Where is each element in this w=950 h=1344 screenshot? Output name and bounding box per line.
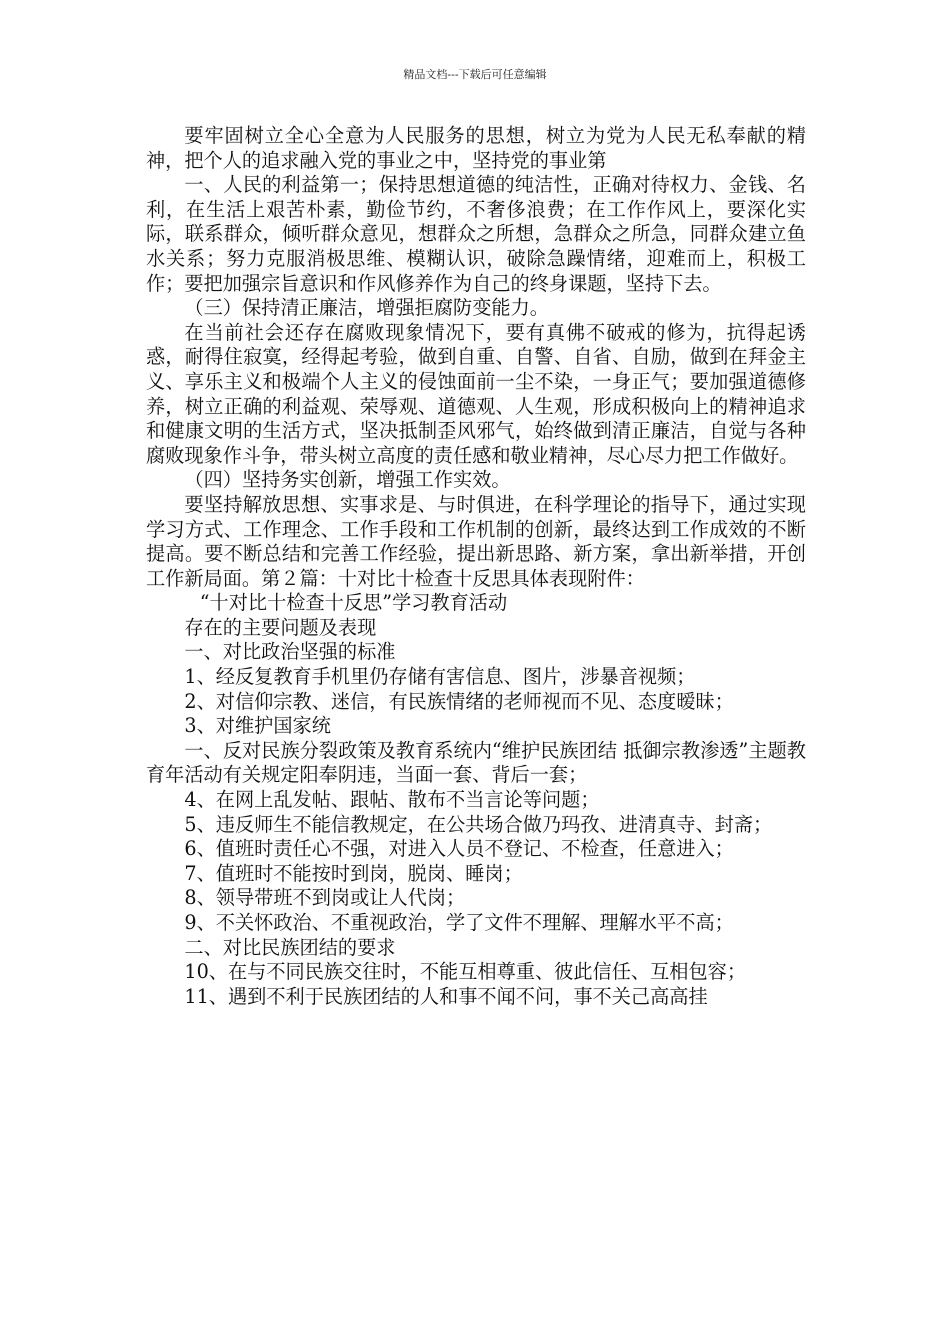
- section-heading: 二、对比民族团结的要求: [184, 935, 396, 959]
- list-item: 7、值班时不能按时到岗，脱岗、睡岗；: [184, 861, 523, 885]
- list-item: 2、对信仰宗教、迷信，有民族情绪的老师视而不见、态度暧昧；: [184, 689, 734, 713]
- paragraph: 要坚持解放思想、实事求是、与时俱进，在科学理论的指导下，通过实现学习方式、工作理念、工作手段和工作机制的创新，最终达到工作成效的不断提高。要不断总结和完善工作经验，提出新思路、新方案，拿出新举措，开创工作新局面。第２篇：十对比十检查十反思具体表现附件：: [146, 492, 806, 590]
- list-item: 5、违反师生不能信教规定，在公共场合做乃玛孜、进清真寺、封斋；: [184, 812, 773, 836]
- list-item: 6、值班时责任心不强，对进入人员不登记、不检查，任意进入；: [184, 837, 734, 861]
- page-header: 精品文档---下载后可任意编辑: [403, 68, 547, 81]
- list-item: 8、领导带班不到岗或让人代岗；: [184, 886, 466, 910]
- paragraph: 在当前社会还存在腐败现象情况下，要有真佛不破戒的修为，抗得起诱惑，耐得住寂寞，经得起考验，做到自重、自警、自省、自励，做到在拜金主义、享乐主义和极端个人主义的侵蚀面前一尘不染，一身正气；要加强道德修养，树立正确的利益观、荣辱观、道德观、人生观，形成积极向上的精神追求和健康文明的生活方式，坚决抵制歪风邪气，始终做到清正廉洁，自觉与各种腐败现象作斗争，带头树立高度的责任感和敬业精神，尽心尽力把工作做好。: [146, 320, 806, 467]
- section-heading: 存在的主要问题及表现: [184, 615, 377, 639]
- document-body: [146, 124, 806, 1009]
- list-item: 1、经反复教育手机里仍存储有害信息、图片，涉暴音视频；: [184, 665, 696, 689]
- list-item: 4、在网上乱发帖、跟帖、散布不当言论等问题；: [184, 788, 600, 812]
- list-item: 9、不关怀政治、不重视政治，学了文件不理解、理解水平不高；: [184, 911, 734, 934]
- list-item: 一、反对民族分裂政策及教育系统内“维护民族团结 抵御宗教渗透”主题教育年活动有关规定阳奉阴违，当面一套、背后一套；: [146, 738, 806, 787]
- section-heading: （三）保持清正廉洁，增强拒腐防变能力。: [184, 296, 549, 320]
- list-item: 3、对维护国家统: [184, 714, 331, 738]
- list-item: 10、在与不同民族交往时，不能互相尊重、彼此信任、互相包容；: [184, 960, 747, 984]
- paragraph: 一、人民的利益第一；保持思想道德的纯洁性，正确对待权力、金钱、名利，在生活上艰苦朴素，勤俭节约，不奢侈浪费；在工作作风上，要深化实际，联系群众，倾听群众意见，想群众之所想，急群众之所急，同群众建立鱼水关系；努力克服消极思维、模糊认识，破除急躁情绪，迎难而上，积极工作；要把加强宗旨意识和作风修养作为自己的终身课题，坚持下去。: [146, 173, 806, 295]
- section-heading: （四）坚持务实创新，增强工作实效。: [184, 468, 511, 492]
- section-heading: 一、对比政治坚强的标准: [184, 640, 396, 664]
- attachment-title: “十对比十检查十反思”学习教育活动: [199, 591, 508, 615]
- list-item: 11、遇到不利于民族团结的人和事不闻不问，事不关己高高挂: [184, 984, 708, 1008]
- paragraph: 要牢固树立全心全意为人民服务的思想，树立为党为人民无私奉献的精神，把个人的追求融入党的事业之中，坚持党的事业第: [146, 124, 806, 172]
